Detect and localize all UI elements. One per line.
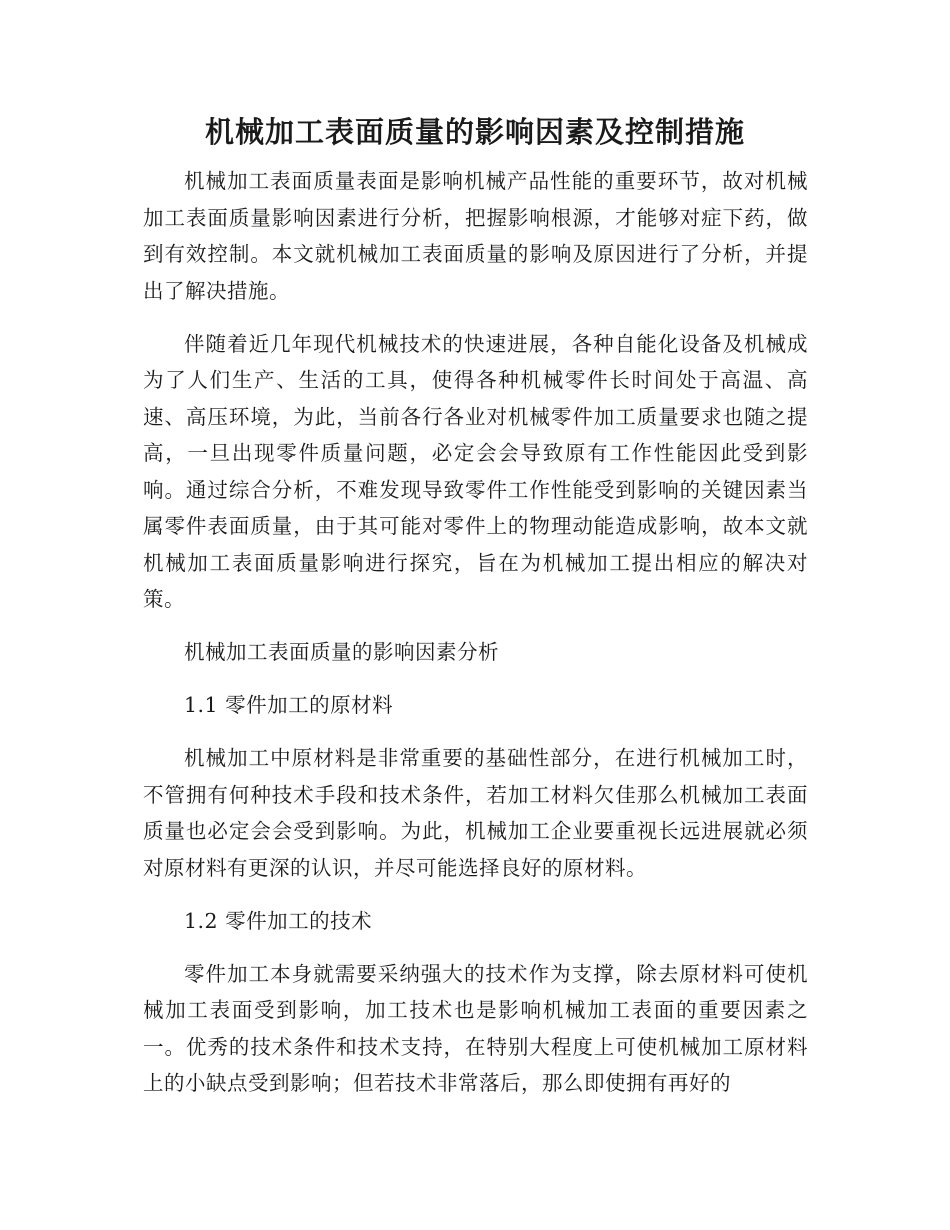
subsection-paragraph-1-1: 机械加工中原材料是非常重要的基础性部分，在进行机械加工时，不管拥有何种技术手段和技术条件，若加工材料欠佳那么机械加工表面质量也必定会会受到影响。为此，机械加工企业要重视长远进展就必须对原材料有更深的认识，并尽可能选择良好的原材料。: [143, 746, 808, 880]
document-body: [143, 163, 808, 1118]
document-title: 机械加工表面质量的影响因素及控制措施: [204, 115, 745, 149]
subsection-heading-1-2: 1.2 零件加工的技术: [184, 908, 373, 933]
intro-paragraph: 机械加工表面质量表面是影响机械产品性能的重要环节，故对机械加工表面质量影响因素进行分析，把握影响根源，才能够对症下药，做到有效控制。本文就机械加工表面质量的影响及原因进行了分析，并提出了解决措施。: [143, 169, 808, 303]
subsection-paragraph-1-2: 零件加工本身就需要采纳强大的技术作为支撑，除去原材料可使机械加工表面受到影响，加工技术也是影响机械加工表面的重要因素之一。优秀的技术条件和技术支持，在特别大程度上可使机械加工原材料上的小缺点受到影响；但若技术非常落后，那么即使拥有再好的: [143, 961, 808, 1095]
subsection-heading-1-1: 1.1 零件加工的原材料: [184, 693, 394, 717]
section-heading: 机械加工表面质量的影响因素分析: [184, 640, 499, 664]
background-paragraph: 伴随着近几年现代机械技术的快速进展，各种自能化设备及机械成为了人们生产、生活的工具，使得各种机械零件长时间处于高温、高速、高压环境，为此，当前各行各业对机械零件加工质量要求也随之提高，一旦出现零件质量问题，必定会会导致原有工作性能因此受到影响。通过综合分析，不难发现导致零件工作性能受到影响的关键因素当属零件表面质量，由于其可能对零件上的物理动能造成影响，故本文就机械加工表面质量影响进行探究，旨在为机械加工提出相应的解决对策。: [143, 331, 808, 611]
